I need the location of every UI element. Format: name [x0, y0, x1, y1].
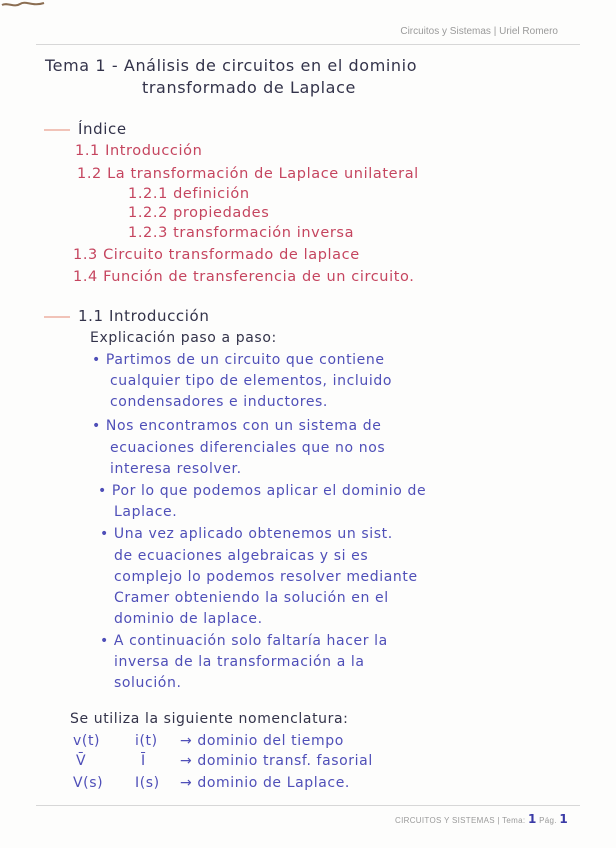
nomenclature-i-time: i(t): [135, 733, 158, 749]
footer-page-number: 1: [559, 812, 568, 826]
index-heading: Índice: [44, 120, 127, 138]
nomenclature-v-phasor: V̄: [76, 753, 87, 769]
nomenclature-desc-time: → dominio del tiempo: [180, 733, 344, 749]
nomenclature-intro: Se utiliza la siguiente nomenclatura:: [70, 711, 349, 727]
bullet-3-line-1: • Por lo que podemos aplicar el dominio de: [98, 483, 427, 499]
footer-text: CIRCUITOS Y SISTEMAS | Tema:: [395, 816, 526, 825]
index-item-1-3: 1.3 Circuito transformado de laplace: [73, 247, 360, 263]
bullet-4-line-5: dominio de laplace.: [114, 611, 263, 627]
bullet-4-line-3: complejo lo podemos resolver mediante: [114, 569, 418, 585]
bullet-4-line-2: de ecuaciones algebraicas y si es: [114, 548, 369, 564]
heading-dash: [44, 129, 70, 131]
bullet-4-line-1: • Una vez aplicado obtenemos un sist.: [100, 526, 393, 542]
title-line-2: transformado de Laplace: [142, 78, 356, 97]
bullet-2-line-2: ecuaciones diferenciales que no nos: [110, 440, 386, 456]
header-course: Circuitos y Sistemas: [400, 26, 491, 37]
bullet-4-line-4: Cramer obteniendo la solución en el: [114, 590, 389, 606]
corner-scribble-icon: [0, 0, 46, 10]
footer-tema-number: 1: [527, 812, 537, 826]
index-item-1-1: 1.1 Introducción: [75, 143, 203, 159]
footer-page-label: Pág.: [539, 816, 557, 825]
bullet-1-line-2: cualquier tipo de elementos, incluido: [110, 373, 392, 389]
bullet-2-line-1: • Nos encontramos con un sistema de: [92, 418, 382, 434]
index-item-1-2: 1.2 La transformación de Laplace unilateral: [77, 166, 419, 182]
nomenclature-v-laplace: V(s): [73, 775, 104, 791]
bullet-5-line-3: solución.: [114, 675, 182, 691]
nomenclature-desc-laplace: → dominio de Laplace.: [180, 775, 350, 791]
footer-divider: [36, 805, 580, 806]
header-author: Uriel Romero: [499, 26, 558, 37]
bullet-3-line-2: Laplace.: [114, 504, 178, 520]
index-item-1-2-2: 1.2.2 propiedades: [128, 205, 270, 221]
index-item-1-4: 1.4 Función de transferencia de un circuito.: [73, 269, 415, 285]
nomenclature-desc-phasor: → dominio transf. fasorial: [180, 753, 373, 769]
section-intro: Explicación paso a paso:: [90, 330, 277, 346]
page-header: [400, 26, 558, 37]
nomenclature-i-phasor: Ī: [141, 753, 146, 769]
page-footer: [395, 812, 568, 826]
header-separator: |: [493, 26, 497, 37]
heading-dash: [44, 316, 70, 318]
index-item-1-2-1: 1.2.1 definición: [128, 186, 250, 202]
bullet-5-line-1: • A continuación solo faltaría hacer la: [100, 633, 388, 649]
bullet-5-line-2: inversa de la transformación a la: [114, 654, 365, 670]
bullet-1-line-1: • Partimos de un circuito que contiene: [92, 352, 385, 368]
index-item-1-2-3: 1.2.3 transformación inversa: [128, 225, 355, 241]
title-line-1: Tema 1 - Análisis de circuitos en el dominio: [45, 56, 418, 75]
header-divider: [36, 44, 580, 45]
bullet-1-line-3: condensadores e inductores.: [110, 394, 328, 410]
nomenclature-v-time: v(t): [73, 733, 101, 749]
section-heading: 1.1 Introducción: [44, 307, 209, 325]
nomenclature-i-laplace: I(s): [135, 775, 160, 791]
bullet-2-line-3: interesa resolver.: [110, 461, 242, 477]
